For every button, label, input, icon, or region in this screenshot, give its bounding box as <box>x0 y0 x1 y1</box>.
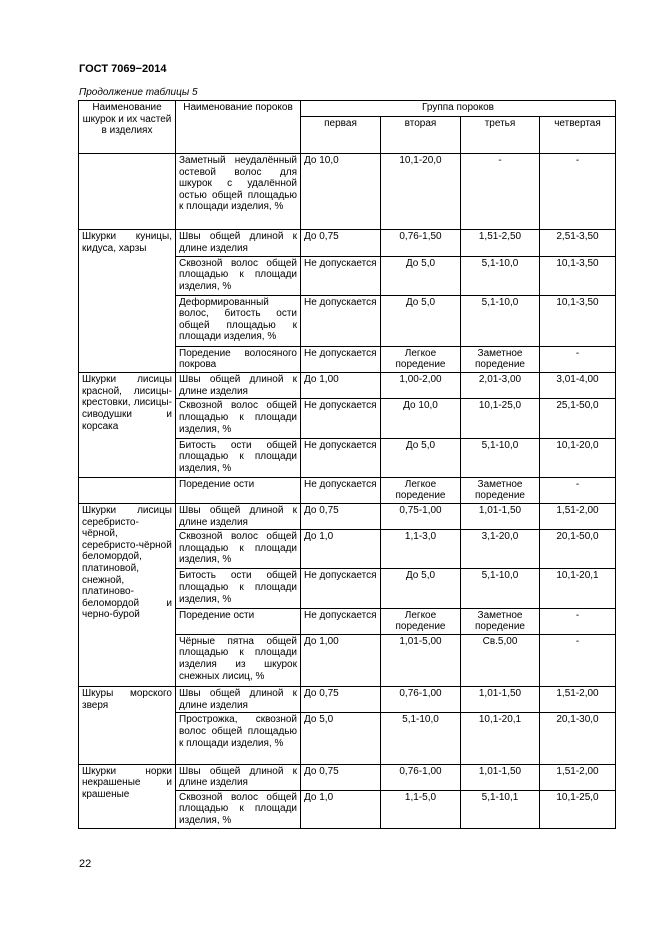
group-4-value: 10,1-20,0 <box>540 438 616 477</box>
defect-name-cell: Поредение ости <box>176 608 301 634</box>
group-3-value: 3,1-20,0 <box>461 530 540 569</box>
group-2-value: 1,00-2,00 <box>381 373 461 399</box>
defect-name-cell: Деформированный волос, битость ости общей площадью к площади изделия, % <box>176 295 301 346</box>
group-1-value: До 0,75 <box>301 230 381 256</box>
group-4-value: - <box>540 346 616 372</box>
group-3-value: 5,1-10,0 <box>461 569 540 608</box>
skin-name-cell: Шкурки норки некрашеные и крашеные <box>79 764 176 828</box>
defect-name-cell: Швы общей длиной к длине изделия <box>176 687 301 713</box>
group-4-value: 2,51-3,50 <box>540 230 616 256</box>
group-4-value: - <box>540 634 616 686</box>
group-4-value: 10,1-25,0 <box>540 790 616 828</box>
skin-name-cell: Шкуры морского зверя <box>79 687 176 764</box>
group-1-value: До 0,75 <box>301 764 381 790</box>
defect-name-cell: Швы общей длиной к длине изделия <box>176 373 301 399</box>
page-number: 22 <box>79 858 92 870</box>
group-1-value: Не допускается <box>301 608 381 634</box>
header-group-2: вторая <box>381 117 461 154</box>
defect-name-cell: Сквозной волос общей площадью к площади изделия, % <box>176 399 301 438</box>
group-2-value: 10,1-20,0 <box>381 154 461 230</box>
group-4-value: 10,1-3,50 <box>540 256 616 295</box>
group-1-value: До 1,0 <box>301 530 381 569</box>
skin-name-cell <box>79 477 176 503</box>
group-2-value: До 5,0 <box>381 295 461 346</box>
table-row <box>79 373 616 399</box>
group-4-value: 10,1-20,1 <box>540 569 616 608</box>
group-3-value: 1,01-1,50 <box>461 504 540 530</box>
header-defect-name: Наименование пороков <box>176 101 301 154</box>
defect-name-cell: Битость ости общей площадью к площади изделия, % <box>176 438 301 477</box>
group-4-value: 10,1-3,50 <box>540 295 616 346</box>
group-2-value: До 5,0 <box>381 569 461 608</box>
group-3-value: - <box>461 154 540 230</box>
group-2-value: 1,01-5,00 <box>381 634 461 686</box>
group-3-value: 2,01-3,00 <box>461 373 540 399</box>
group-3-value: Св.5,00 <box>461 634 540 686</box>
group-4-value: 3,01-4,00 <box>540 373 616 399</box>
group-3-value: 5,1-10,0 <box>461 256 540 295</box>
group-2-value: 0,75-1,00 <box>381 504 461 530</box>
group-4-value: 25,1-50,0 <box>540 399 616 438</box>
defect-name-cell: Сквозной волос общей площадью к площади изделия, % <box>176 790 301 828</box>
group-4-value: - <box>540 477 616 503</box>
defect-name-cell: Сквозной волос общей площадью к площади изделия, % <box>176 256 301 295</box>
group-4-value: 1,51-2,00 <box>540 764 616 790</box>
group-1-value: До 5,0 <box>301 713 381 764</box>
group-2-value: 1,1-5,0 <box>381 790 461 828</box>
defect-name-cell: Поредение волосяного покрова <box>176 346 301 372</box>
group-2-value: 0,76-1,00 <box>381 687 461 713</box>
group-1-value: Не допускается <box>301 438 381 477</box>
group-4-value: - <box>540 608 616 634</box>
group-2-value: До 10,0 <box>381 399 461 438</box>
defect-name-cell: Швы общей длиной к длине изделия <box>176 764 301 790</box>
group-4-value: - <box>540 154 616 230</box>
group-1-value: Не допускается <box>301 569 381 608</box>
group-2-value: 5,1-10,0 <box>381 713 461 764</box>
group-4-value: 1,51-2,00 <box>540 687 616 713</box>
table-row <box>79 230 616 256</box>
group-2-value: 1,1-3,0 <box>381 530 461 569</box>
table-row <box>79 764 616 790</box>
group-2-value: До 5,0 <box>381 438 461 477</box>
group-3-value: 1,01-1,50 <box>461 687 540 713</box>
group-1-value: Не допускается <box>301 346 381 372</box>
group-3-value: 10,1-20,1 <box>461 713 540 764</box>
defect-name-cell: Заметный неудалённый остевой волос для шкурок с удалённой остью общей площадью к площади изделия, % <box>176 154 301 230</box>
group-3-value: 1,51-2,50 <box>461 230 540 256</box>
header-skin-name: Наименование шкурок и их частей в изделиях <box>79 101 176 154</box>
skin-name-cell: Шкурки куницы, кидуса, харзы <box>79 230 176 373</box>
group-3-value: 5,1-10,0 <box>461 438 540 477</box>
group-2-value: 0,76-1,50 <box>381 230 461 256</box>
group-1-value: Не допускается <box>301 256 381 295</box>
table-caption: Продолжение таблицы 5 <box>79 87 198 98</box>
group-1-value: Не допускается <box>301 477 381 503</box>
defect-name-cell: Швы общей длиной к длине изделия <box>176 230 301 256</box>
header-group-4: четвертая <box>540 117 616 154</box>
group-1-value: До 10,0 <box>301 154 381 230</box>
group-3-value: 5,1-10,0 <box>461 295 540 346</box>
group-3-value: 5,1-10,1 <box>461 790 540 828</box>
group-3-value: Заметное поредение <box>461 608 540 634</box>
table-head <box>79 101 616 154</box>
group-2-value: 0,76-1,00 <box>381 764 461 790</box>
group-1-value: Не допускается <box>301 295 381 346</box>
group-4-value: 20,1-50,0 <box>540 530 616 569</box>
group-3-value: 10,1-25,0 <box>461 399 540 438</box>
group-3-value: Заметное поредение <box>461 346 540 372</box>
skin-name-cell: Шкурки лисицы красной, лисицы-крестовки, лисицы-сиводушки и корсака <box>79 373 176 478</box>
table-row <box>79 154 616 230</box>
group-4-value: 20,1-30,0 <box>540 713 616 764</box>
defect-name-cell: Битость ости общей площадью к площади изделия, % <box>176 569 301 608</box>
group-1-value: Не допускается <box>301 399 381 438</box>
defect-name-cell: Поредение ости <box>176 477 301 503</box>
group-4-value: 1,51-2,00 <box>540 504 616 530</box>
table-row <box>79 504 616 530</box>
table-row <box>79 687 616 713</box>
group-2-value: Легкое поредение <box>381 608 461 634</box>
table-row <box>79 477 616 503</box>
header-defect-group: Группа пороков <box>301 101 616 117</box>
defect-name-cell: Прострожка, сквозной волос общей площадью к площади изделия, % <box>176 713 301 764</box>
defects-table <box>78 100 616 829</box>
group-1-value: До 0,75 <box>301 687 381 713</box>
table-body <box>79 154 616 829</box>
defect-name-cell: Сквозной волос общей площадью к площади изделия, % <box>176 530 301 569</box>
header-group-1: первая <box>301 117 381 154</box>
group-2-value: Легкое поредение <box>381 477 461 503</box>
group-1-value: До 1,0 <box>301 790 381 828</box>
group-1-value: До 0,75 <box>301 504 381 530</box>
skin-name-cell: Шкурки лисицы серебристо-чёрной, серебристо-чёрной беломордой, платиновой, снежной, платиново-беломордой и черно-бурой <box>79 504 176 687</box>
group-2-value: До 5,0 <box>381 256 461 295</box>
group-1-value: До 1,00 <box>301 373 381 399</box>
group-3-value: Заметное поредение <box>461 477 540 503</box>
group-3-value: 1,01-1,50 <box>461 764 540 790</box>
document-header: ГОСТ 7069−2014 <box>79 63 167 75</box>
group-2-value: Легкое поредение <box>381 346 461 372</box>
group-1-value: До 1,00 <box>301 634 381 686</box>
defect-name-cell: Чёрные пятна общей площадью к площади изделия из шкурок снежных лисиц, % <box>176 634 301 686</box>
header-group-3: третья <box>461 117 540 154</box>
skin-name-cell <box>79 154 176 230</box>
defect-name-cell: Швы общей длиной к длине изделия <box>176 504 301 530</box>
